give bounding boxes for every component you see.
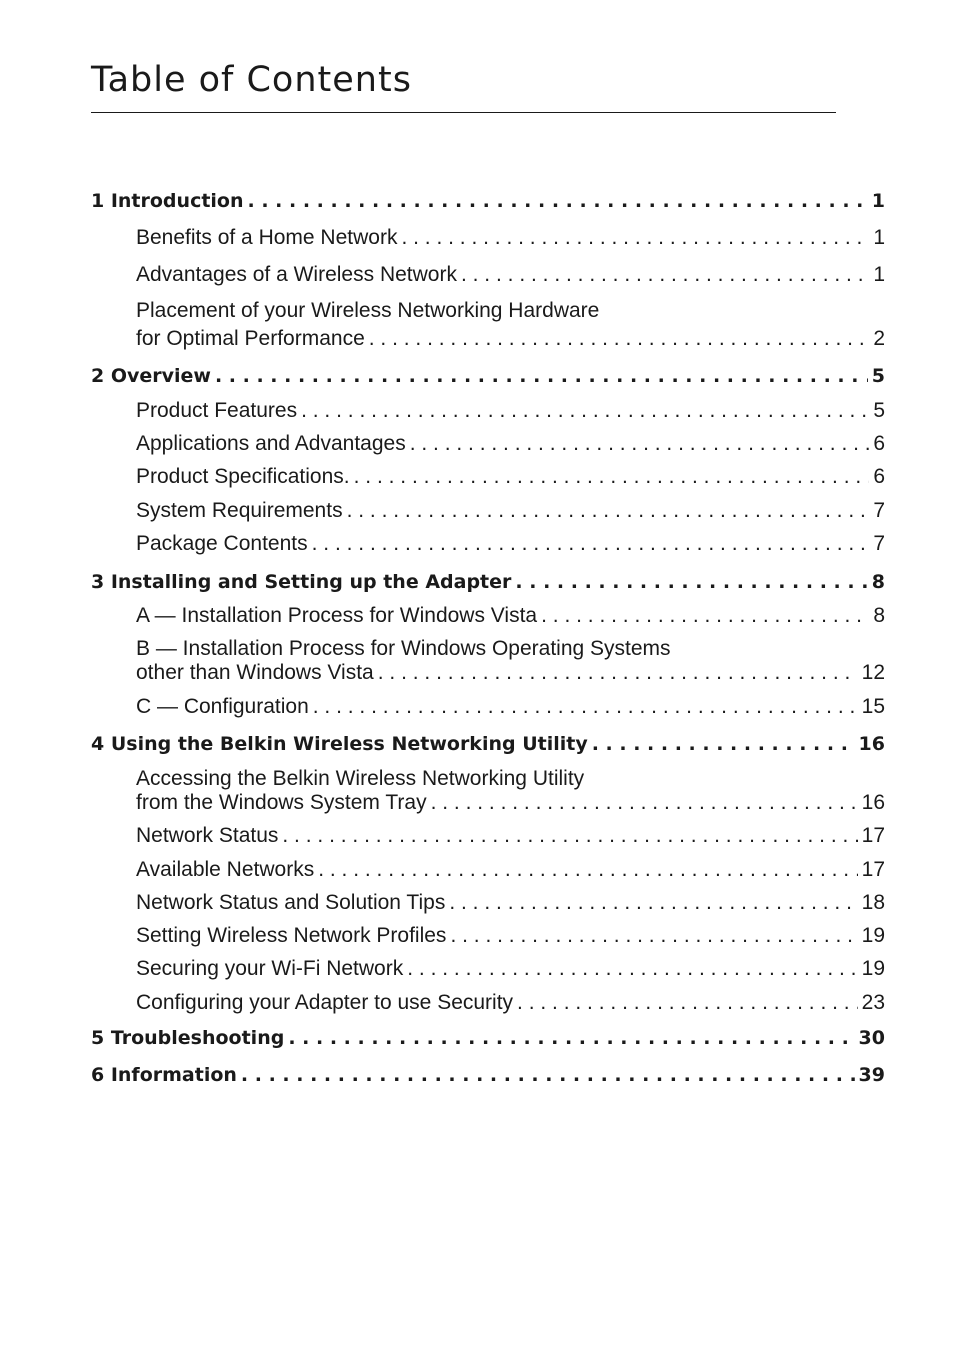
toc-chapter-label: 6 Information <box>91 1064 237 1086</box>
toc-section-label: Network Status <box>136 824 279 847</box>
toc-page-number: 15 <box>861 695 885 718</box>
toc-page-number: 7 <box>873 499 885 522</box>
toc-section-label: Network Status and Solution Tips <box>136 891 446 914</box>
toc-page-number: 19 <box>861 957 885 980</box>
toc-page-number: 2 <box>873 327 885 350</box>
dot-leader <box>248 190 868 212</box>
dot-leader <box>313 695 858 719</box>
toc-page-number: 30 <box>858 1027 885 1049</box>
toc-section-label: from the Windows System Tray <box>136 791 427 814</box>
toc-chapter-label: 3 Installing and Setting up the Adapter <box>91 571 512 593</box>
toc-page-number: 1 <box>871 190 885 212</box>
toc-section-label: for Optimal Performance <box>136 327 365 350</box>
dot-leader <box>282 824 857 848</box>
dot-leader <box>410 432 870 456</box>
toc-section-configuration[interactable] <box>136 695 885 719</box>
dot-leader <box>354 465 870 489</box>
dot-leader <box>301 399 869 423</box>
toc-section-benefits[interactable] <box>136 226 885 250</box>
toc-section-label: Setting Wireless Network Profiles <box>136 924 447 947</box>
toc-section-system-requirements[interactable] <box>136 499 885 523</box>
toc-section-label: Configuring your Adapter to use Security <box>136 991 514 1014</box>
toc-section-install-other[interactable] <box>136 661 885 685</box>
toc-section-label: A — Installation Process for Windows Vista <box>136 604 538 627</box>
toc-section-label-line1: Placement of your Wireless Networking Hardware <box>136 299 600 322</box>
toc-page-number: 1 <box>873 263 885 286</box>
toc-page-number: 17 <box>861 858 885 881</box>
toc-section-label: Product Specifications. <box>136 465 350 488</box>
dot-leader <box>312 532 870 556</box>
toc-page-number: 1 <box>873 226 885 249</box>
toc-section-securing-wifi[interactable] <box>136 957 885 981</box>
toc-section-configuring-security[interactable] <box>136 991 885 1015</box>
toc-section-label: C — Configuration <box>136 695 309 718</box>
dot-leader <box>407 957 857 981</box>
toc-page-number: 18 <box>861 891 885 914</box>
toc-page-number: 8 <box>873 604 885 627</box>
toc-page-number: 19 <box>861 924 885 947</box>
toc-section-label: Benefits of a Home Network <box>136 226 398 249</box>
toc-page-number: 5 <box>873 399 885 422</box>
dot-leader <box>461 263 869 287</box>
toc-page-number: 7 <box>873 532 885 555</box>
dot-leader <box>241 1064 855 1086</box>
dot-leader <box>541 604 869 628</box>
toc-page-number: 5 <box>871 365 885 387</box>
toc-section-product-features[interactable] <box>136 399 885 423</box>
toc-chapter-label: 1 Introduction <box>91 190 244 212</box>
toc-chapter-information[interactable] <box>91 1064 885 1086</box>
dot-leader <box>431 791 858 815</box>
toc-chapter-label: 4 Using the Belkin Wireless Networking Utility <box>91 733 588 755</box>
toc-page-number: 23 <box>861 991 885 1014</box>
toc-page-number: 6 <box>873 432 885 455</box>
dot-leader <box>369 327 870 351</box>
dot-leader <box>318 858 857 882</box>
dot-leader <box>347 499 870 523</box>
toc-page-number: 39 <box>858 1064 885 1086</box>
toc-section-label: other than Windows Vista <box>136 661 374 684</box>
dot-leader <box>378 661 858 685</box>
toc-section-label-line1: Accessing the Belkin Wireless Networking Utility <box>136 767 585 790</box>
toc-page-number: 8 <box>871 571 885 593</box>
toc-page-number: 16 <box>858 733 885 755</box>
toc-section-label: Product Features <box>136 399 298 422</box>
dot-leader <box>592 733 855 755</box>
toc-section-available-networks[interactable] <box>136 858 885 882</box>
page-title: Table of Contents <box>91 60 412 100</box>
toc-page-number: 17 <box>861 824 885 847</box>
toc-chapter-installing[interactable] <box>91 571 885 593</box>
toc-section-applications[interactable] <box>136 432 885 456</box>
toc-section-install-vista[interactable] <box>136 604 885 628</box>
toc-section-label: Advantages of a Wireless Network <box>136 263 457 286</box>
dot-leader <box>517 991 858 1015</box>
dot-leader <box>288 1027 854 1049</box>
title-divider <box>91 112 836 113</box>
toc-chapter-troubleshooting[interactable] <box>91 1027 885 1049</box>
toc-section-accessing-utility[interactable] <box>136 791 885 815</box>
toc-section-label: Securing your Wi-Fi Network <box>136 957 404 980</box>
toc-section-label: System Requirements <box>136 499 343 522</box>
toc-page-number: 12 <box>861 661 885 684</box>
toc-section-label: Applications and Advantages <box>136 432 406 455</box>
toc-chapter-introduction[interactable] <box>91 190 885 212</box>
toc-page-number: 16 <box>861 791 885 814</box>
toc-section-network-status[interactable] <box>136 824 885 848</box>
dot-leader <box>515 571 867 593</box>
dot-leader <box>215 365 868 387</box>
toc-section-solution-tips[interactable] <box>136 891 885 915</box>
toc-chapter-label: 5 Troubleshooting <box>91 1027 285 1049</box>
toc-section-network-profiles[interactable] <box>136 924 885 948</box>
toc-chapter-label: 2 Overview <box>91 365 211 387</box>
dot-leader <box>450 924 857 948</box>
toc-section-package-contents[interactable] <box>136 532 885 556</box>
toc-chapter-overview[interactable] <box>91 365 885 387</box>
dot-leader <box>449 891 857 915</box>
toc-section-label: Available Networks <box>136 858 315 881</box>
toc-page-number: 6 <box>873 465 885 488</box>
toc-section-label-line1: B — Installation Process for Windows Operating Systems <box>136 637 671 660</box>
toc-section-advantages[interactable] <box>136 263 885 287</box>
toc-section-specifications[interactable] <box>136 465 885 489</box>
dot-leader <box>401 226 869 250</box>
toc-section-placement[interactable] <box>136 327 885 351</box>
toc-chapter-utility[interactable] <box>91 733 885 755</box>
toc-section-label: Package Contents <box>136 532 308 555</box>
